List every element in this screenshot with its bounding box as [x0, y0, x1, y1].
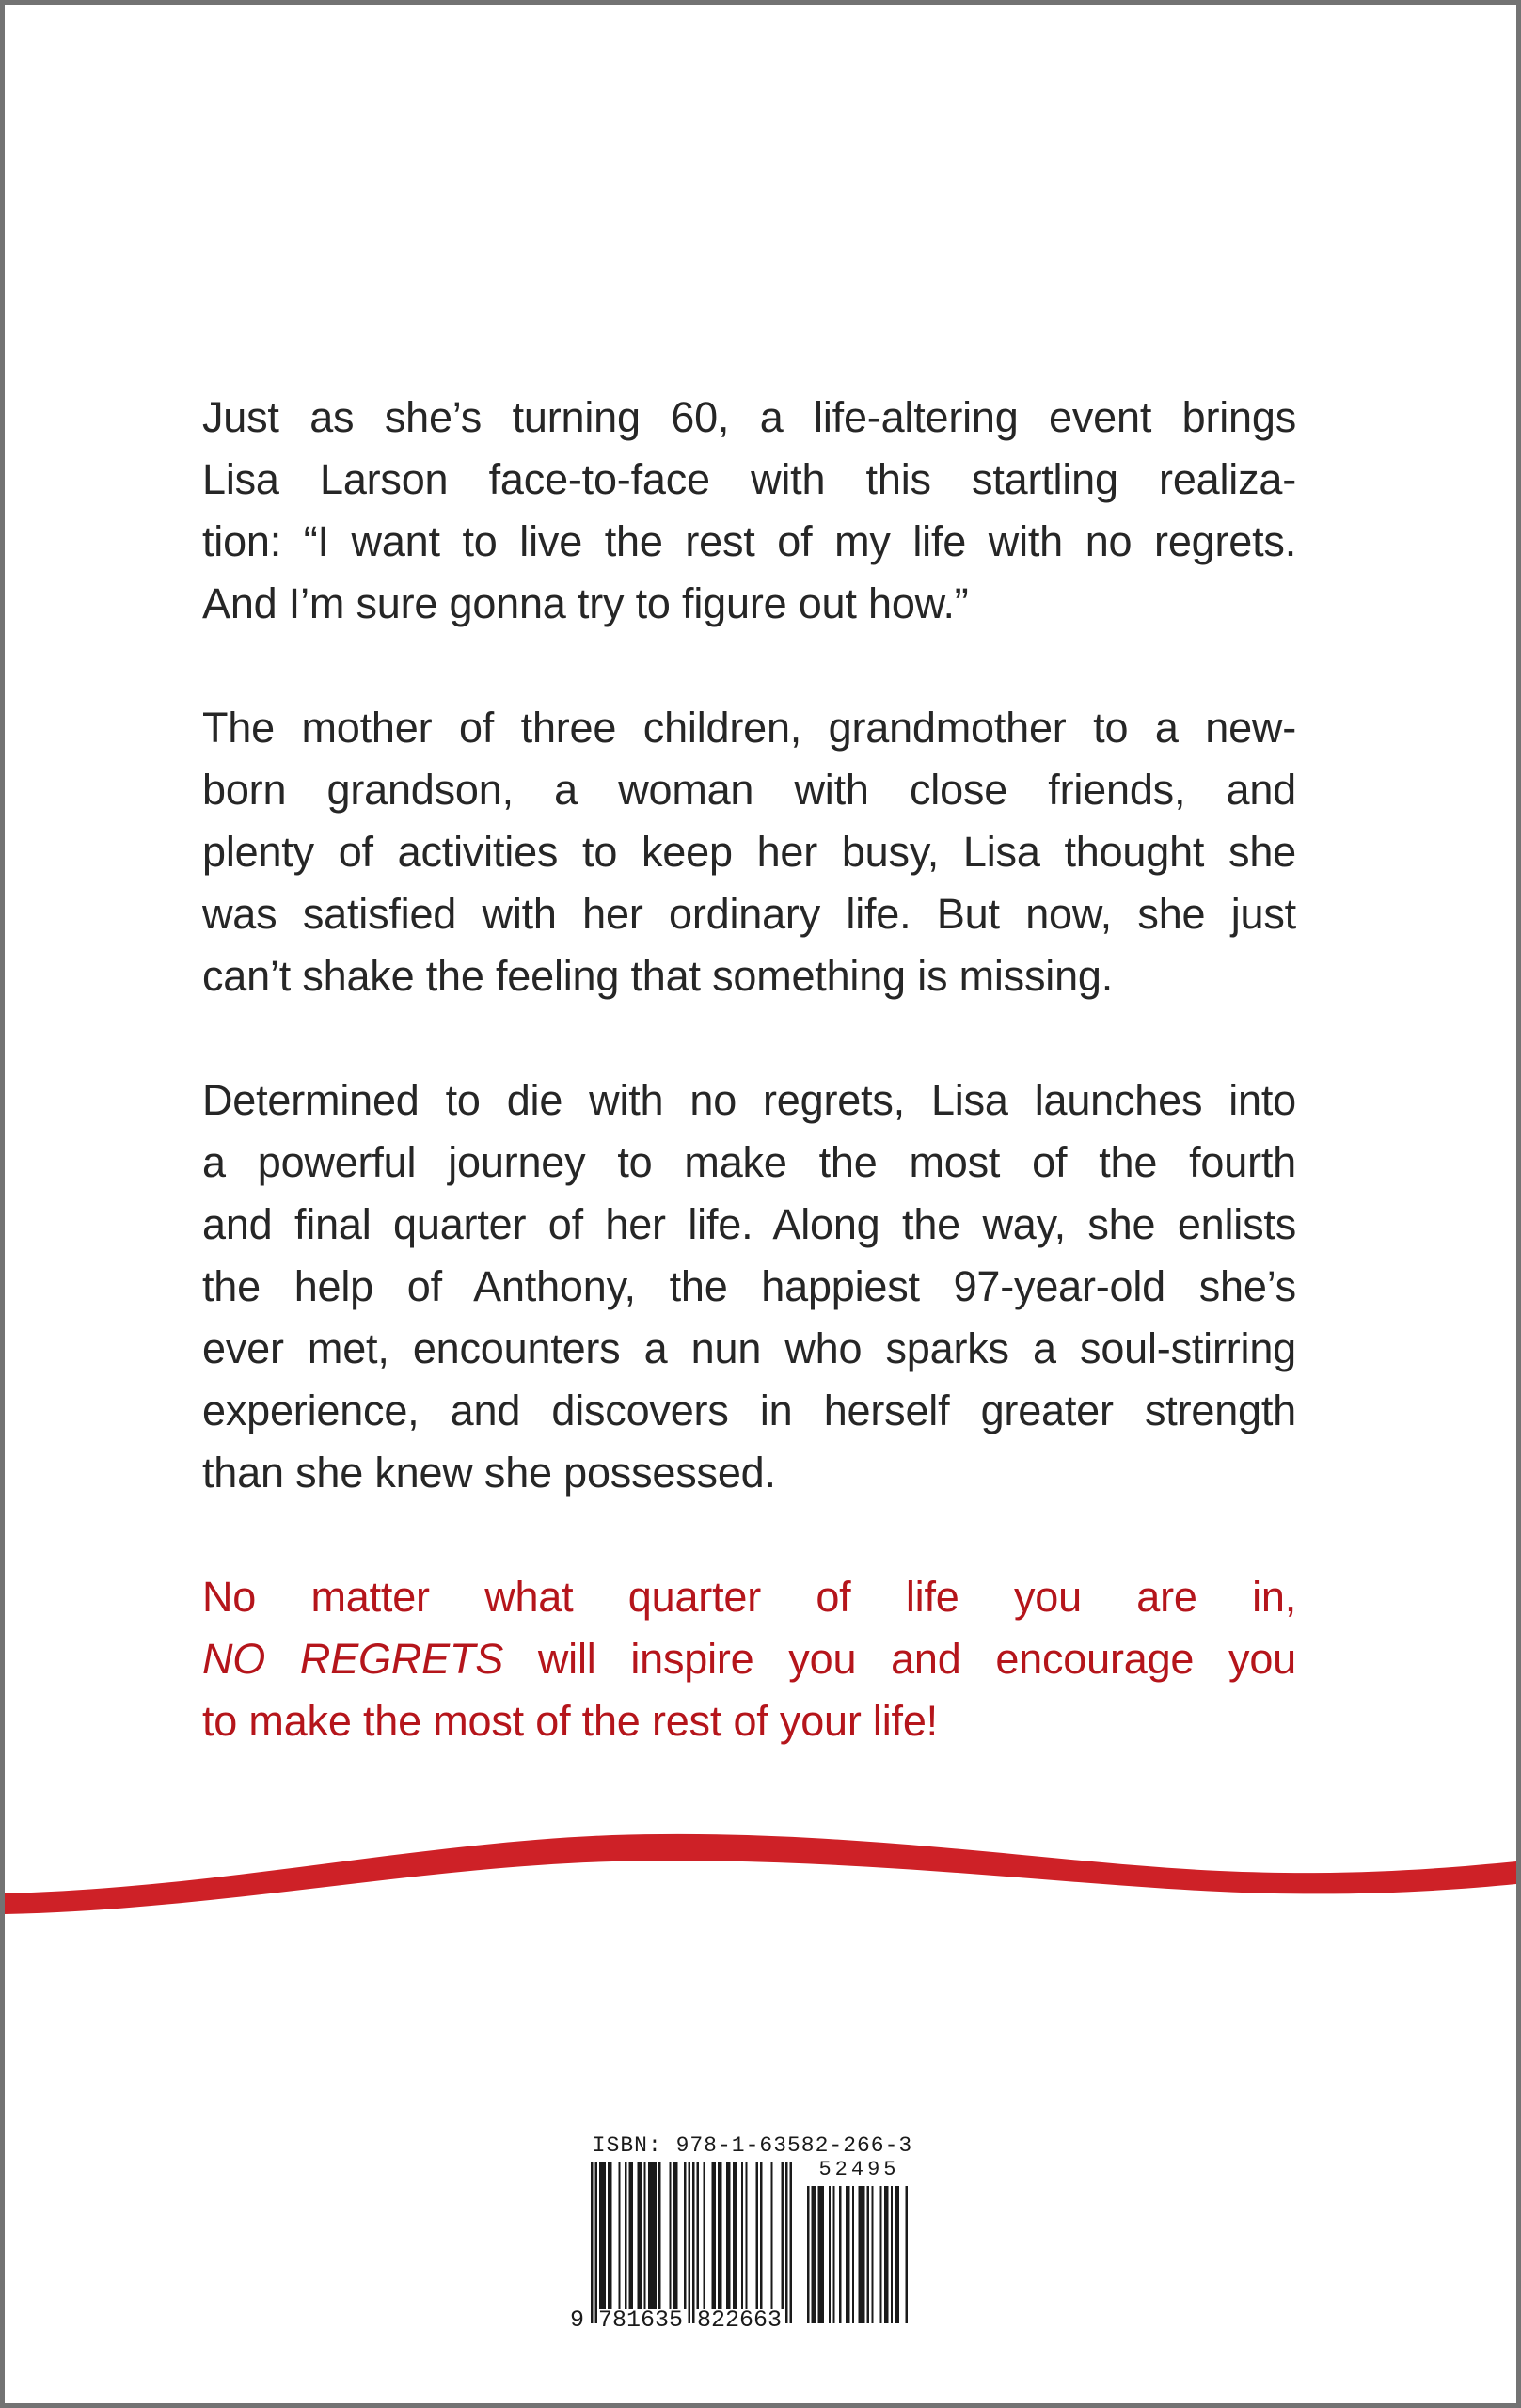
barcode-bar — [638, 2162, 642, 2309]
synopsis-paragraph-3 — [202, 1069, 1296, 1504]
barcode-bar — [697, 2162, 699, 2309]
barcode-bar — [817, 2186, 824, 2323]
barcode-bar — [673, 2162, 678, 2309]
barcode-bar — [756, 2162, 758, 2309]
text-line: was satisfied with her ordinary life. But now, she just — [202, 890, 1296, 938]
barcode-bar — [648, 2162, 657, 2309]
barcode-bar — [689, 2162, 690, 2323]
red-swoosh-path — [5, 1834, 1516, 1914]
barcode-bar — [895, 2186, 899, 2323]
barcode-bar — [879, 2186, 881, 2323]
text-line: a powerful journey to make the most of the fourth — [202, 1138, 1296, 1186]
text-line: than she knew she possessed. — [202, 1449, 776, 1497]
barcode-bar — [711, 2162, 716, 2309]
barcode-bar — [658, 2162, 660, 2309]
barcode-bar — [629, 2162, 634, 2309]
barcode-bar — [846, 2186, 850, 2323]
barcode-bar — [812, 2186, 816, 2323]
barcode-bar — [760, 2162, 762, 2309]
barcode-bar — [891, 2186, 893, 2323]
barcode-bar — [718, 2162, 722, 2309]
ean13-digits: 9 781635 822663 — [570, 2306, 783, 2334]
barcode-bar — [625, 2162, 626, 2309]
barcode-bar — [618, 2162, 620, 2309]
text-line: plenty of activities to keep her busy, Lisa thought she — [202, 828, 1296, 876]
text-line: Determined to die with no regrets, Lisa launches into — [202, 1076, 1296, 1124]
barcode-bar — [692, 2162, 694, 2323]
barcode-bar — [859, 2186, 865, 2323]
barcode-bar — [839, 2186, 841, 2323]
barcode-bar — [782, 2162, 784, 2309]
barcode-bar — [733, 2162, 737, 2309]
text-line: experience, and discovers in herself greater strength — [202, 1386, 1296, 1434]
barcode-bar — [684, 2162, 686, 2309]
barcode-bar — [599, 2162, 606, 2309]
barcode-bar — [790, 2162, 792, 2323]
barcode-bar — [595, 2162, 597, 2323]
text-line: Lisa Larson face-to-face with this startling realiza- — [202, 455, 1296, 503]
barcode-bar — [703, 2162, 705, 2309]
barcode-bar — [745, 2162, 747, 2309]
barcode-bar — [669, 2162, 671, 2309]
text-line: And I’m sure gonna try to figure out how.” — [202, 579, 969, 627]
barcode-bar — [770, 2162, 772, 2309]
text-line-rest: will inspire you and encourage you — [503, 1635, 1296, 1683]
ean13-barcode — [591, 2162, 792, 2323]
text-line: The mother of three children, grandmother to a new- — [202, 704, 1296, 752]
text-line: No matter what quarter of life you are in, — [202, 1573, 1296, 1621]
barcode-bar — [591, 2162, 593, 2323]
barcode-bar — [785, 2162, 787, 2323]
barcode-bar — [741, 2162, 743, 2309]
barcode-bar — [807, 2186, 809, 2323]
book-title-italic: NO REGRETS — [202, 1635, 504, 1683]
barcode-bar — [871, 2186, 873, 2323]
ean5-supplement-barcode — [807, 2186, 908, 2323]
barcode-bar — [608, 2162, 612, 2309]
synopsis-paragraph-1 — [202, 387, 1296, 635]
price-addon-label: 52495 — [818, 2158, 900, 2181]
text-line: tion: “I want to live the rest of my life with no regrets. — [202, 517, 1296, 565]
red-swoosh-ribbon — [5, 1820, 1516, 1942]
barcode-bar — [867, 2186, 869, 2323]
text-line: and final quarter of her life. Along the way, she enlists — [202, 1200, 1296, 1248]
text-line: ever met, encounters a nun who sparks a soul-stirring — [202, 1324, 1296, 1372]
isbn-number-label: ISBN: 978-1-63582-266-3 — [592, 2133, 913, 2158]
text-line: Just as she’s turning 60, a life-altering event brings — [202, 393, 1296, 441]
text-line: can’t shake the feeling that something is missing. — [202, 952, 1114, 1000]
barcode-bar — [884, 2186, 889, 2323]
isbn-barcode-block — [569, 2133, 936, 2340]
barcode-bar — [832, 2186, 834, 2323]
synopsis — [202, 387, 1296, 1814]
barcode-bar — [726, 2162, 731, 2309]
text-line: born grandson, a woman with close friends, and — [202, 766, 1296, 814]
text-line: the help of Anthony, the happiest 97-year-old she’s — [202, 1262, 1296, 1310]
text-line: to make the most of the rest of your life! — [202, 1697, 938, 1745]
synopsis-paragraph-2 — [202, 697, 1296, 1007]
barcode-bar — [852, 2186, 854, 2323]
text-line — [202, 1628, 1296, 1690]
barcode-bar — [643, 2162, 645, 2309]
barcode-bar — [829, 2186, 831, 2323]
tagline-paragraph — [202, 1566, 1296, 1752]
barcode-bar — [906, 2186, 908, 2323]
